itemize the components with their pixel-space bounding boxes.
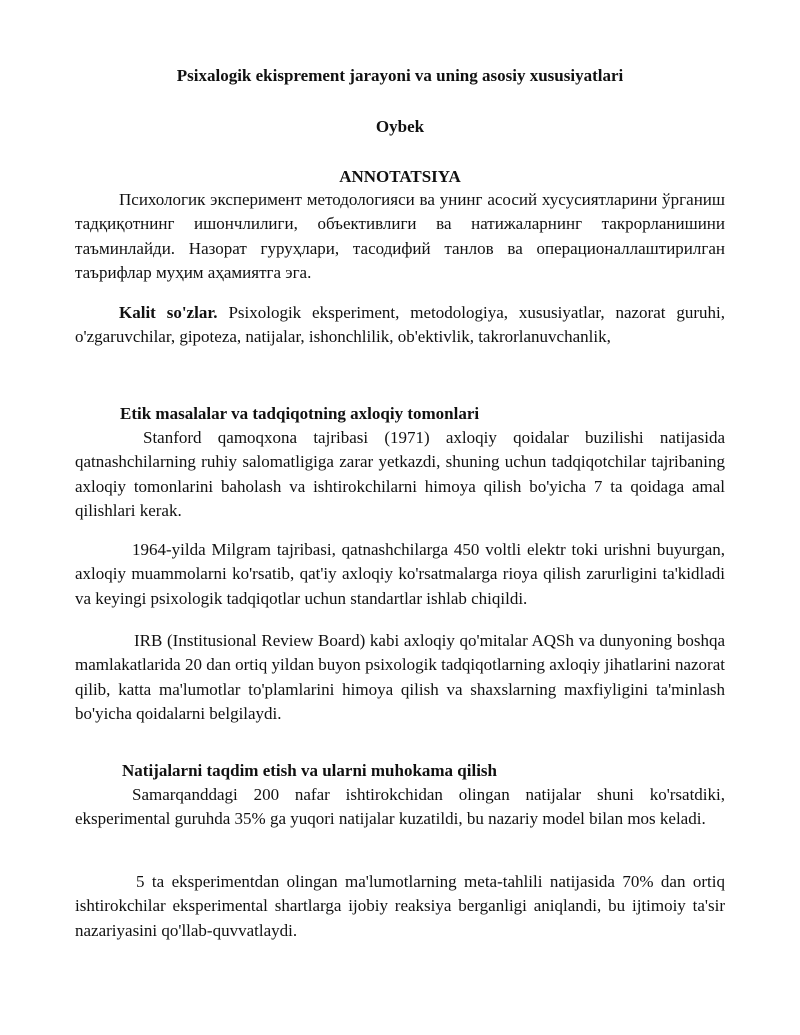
paragraph-samarqand: Samarqanddagi 200 nafar ishtirokchidan olingan natijalar shuni ko'rsatdiki, eksperimental guruhda 35% ga yuqori natijalar kuzatildi, bu nazariy model bilan mos keladi. [75,785,725,829]
paper-title: Psixalogik ekisprement jarayoni va uning asosiy xususiyatlari [176,66,624,85]
keywords-paragraph [75,301,725,350]
keywords-text: Psixologik eksperiment, metodologiya, xususiyatlar, nazorat guruhi, o'zgaruvchilar, gipoteza, natijalar, ishonchlilik, ob'ektivlik, takrorlanuvchanlik, [75,303,725,347]
paragraph-milgram: 1964-yilda Milgram tajribasi, qatnashchilarga 450 voltli elektr toki urishni buyurgan, axloqiy muammolarni ko'rsatib, qat'iy axloqiy ko'rsatmalarga rioya qilish zarurligini ta'kidladi va keyingi psixologik tadqiqotlar uchun standartlar ishlab chiqildi. [75,540,725,608]
paragraph-stanford: Stanford qamoqxona tajribasi (1971) axloqiy qoidalar buzilishi natijasida qatnashchilarning ruhiy salomatligiga zarar yetkazdi, shuning uchun tadqiqotchilar tajribaning axloqiy tomonlarini baholash va ishtirokchilarni himoya qilish bo'yicha 7 ta qoidaga amal qilishlari kerak. [75,428,725,520]
annotation-heading: ANNOTATSIYA [339,167,461,186]
annotation-text: Психологик эксперимент методологияси ва унинг асосий хусусиятларини ўрганиш тадқиқотнинг ишончлилиги, объективлиги ва натижаларнинг такрорланишини таъминлайди. Назорат гуруҳлари, тасодифий танлов ва операционаллаштирилган таърифлар муҳим аҳамиятга эга. [75,190,725,282]
keywords-label: Kalit so'zlar. [119,303,218,322]
paragraph-meta-analysis: 5 ta eksperimentdan olingan ma'lumotlarning meta-tahlili natijasida 70% dan ortiq ishtirokchilar eksperimental shartlarga ijobiy reaksiya berganligi aniqlandi, bu ijtimoiy ta'sir nazariyasini qo'llab-quvvatlaydi. [75,872,725,940]
section-heading-results: Natijalarni taqdim etish va ularni muhokama qilish [122,761,498,780]
author-name: Oybek [375,117,425,136]
paragraph-irb: IRB (Institusional Review Board) kabi axloqiy qo'mitalar AQSh va dunyoning boshqa mamlakatlarida 20 dan ortiq yildan buyon psixologik tadqiqotlarning axloqiy jihatlarini nazorat qilib, katta ma'lumotlar to'plamlarini himoya qilish va shaxslarning maxfiyligini ta'minlash bo'yicha qoidalarni belgilaydi. [75,631,725,723]
section-heading-ethics: Etik masalalar va tadqiqotning axloqiy tomonlari [120,404,480,423]
